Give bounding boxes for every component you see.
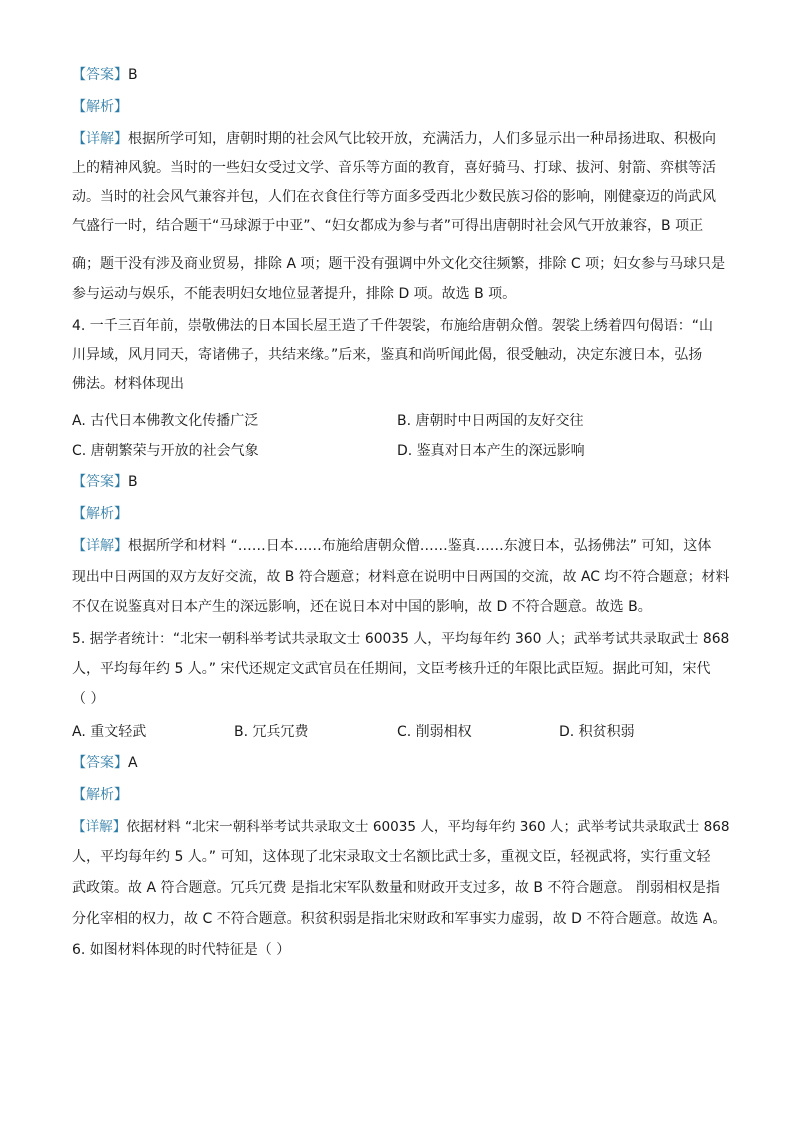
question-4-stem: 川异域，风月同天，寄诸佛子，共结来缘。”后来，鉴真和尚听闻此偈，很受触动，决定东渡日本，弘扬: [72, 347, 703, 363]
detail-line: 上的精神风貌。当时的一些妇女受过文学、音乐等方面的教育，喜好骑马、打球、拔河、射箭、弈棋等活: [72, 160, 716, 176]
q4-option-d: D. 鉴真对日本产生的深远影响: [397, 443, 585, 459]
q5-detail-line: 分化宰相的权力，故 C 不符合题意。积贫积弱是指北宋财政和军事实力虚弱，故 D 不符合题意。故选 A。: [72, 911, 727, 927]
question-6-stem: 6. 如图材料体现的时代特征是（ ）: [72, 942, 291, 958]
detail-line: [72, 130, 716, 148]
detail-tag: 【详解】: [72, 538, 128, 554]
analysis-tag: 【解析】: [72, 506, 128, 522]
answer-value: B: [128, 67, 138, 83]
q4-detail-line: 不仅在说鉴真对日本产生的深远影响，还在说日本对中国的影响，故 D 不符合题意。故选 B。: [72, 599, 652, 615]
q5-detail-line: [72, 818, 730, 836]
detail-line: 气盛行一时，结合题干“马球源于中亚”、“妇女都成为参与者”可得出唐朝时社会风气开放兼容，B 项正: [72, 218, 704, 234]
q4-option-a: A. 古代日本佛教文化传播广泛: [72, 413, 259, 429]
answer-line-1: [72, 66, 138, 84]
question-4-stem: 4. 一千三百年前，崇敬佛法的日本国长屋王造了千件袈裟，布施给唐朝众僧。袈裟上绣着四句偈语：“山: [72, 318, 714, 334]
detail-text: 依据材料 “北宋一朝科举考试共录取文士 60035 人，平均每年约 360 人；武举考试共录取武士 868: [126, 819, 730, 835]
q4-answer-line: [72, 473, 138, 491]
detail-text: 根据所学和材料 “……日本……布施给唐朝众僧……鉴真……东渡日本，弘扬佛法” 可知，这体: [128, 538, 712, 554]
question-5-stem: 人，平均每年约 5 人。” 宋代还规定文武官员在任期间，文臣考核升迁的年限比武臣短。据此可知，宋代: [72, 661, 711, 677]
q5-option-b: B. 冗兵冗费: [234, 724, 309, 740]
answer-tag: 【答案】: [72, 474, 128, 490]
q5-detail-line: 武政策。故 A 符合题意。冗兵冗费 是指北宋军队数量和财政开支过多，故 B 不符合题意。 削弱相权是指: [72, 880, 720, 896]
detail-tag: 【详解】: [72, 131, 128, 147]
detail-line: 动。当时的社会风气兼容并包，人们在衣食住行等方面多受西北少数民族习俗的影响，刚健豪迈的尚武风: [72, 189, 716, 205]
q5-answer-line: [72, 754, 138, 772]
question-5-stem: （ ）: [72, 691, 105, 707]
analysis-line-1: [72, 98, 128, 116]
question-4-stem: 佛法。材料体现出: [72, 376, 184, 392]
q4-analysis-line: [72, 505, 128, 523]
detail-tag: 【详解】: [72, 819, 127, 835]
q4-detail-line: 现出中日两国的双方友好交流，故 B 符合题意；材料意在说明中日两国的交流，故 AC 均不符合题意；材料: [72, 569, 730, 585]
q5-option-a: A. 重文轻武: [72, 724, 147, 740]
detail-line: 参与运动与娱乐，不能表明妇女地位显著提升，排除 D 项。故选 B 项。: [72, 286, 517, 302]
q4-option-c: C. 唐朝繁荣与开放的社会气象: [72, 443, 259, 459]
answer-tag: 【答案】: [72, 67, 128, 83]
q4-option-b: B. 唐朝时中日两国的友好交往: [397, 413, 584, 429]
q5-option-d: D. 积贫积弱: [559, 724, 635, 740]
q4-detail-line: [72, 537, 711, 555]
answer-value: A: [128, 755, 138, 771]
detail-text: 根据所学可知，唐朝时期的社会风气比较开放，充满活力，人们多显示出一种昂扬进取、积极向: [128, 131, 716, 147]
answer-tag: 【答案】: [72, 755, 128, 771]
q5-option-c: C. 削弱相权: [397, 724, 472, 740]
q5-detail-line: 人，平均每年约 5 人。” 可知，这体现了北宋录取文士名额比武士多，重视文臣，轻视武将，实行重文轻: [72, 849, 711, 865]
detail-line: 确；题干没有涉及商业贸易，排除 A 项；题干没有强调中外文化交往频繁，排除 C 项；妇女参与马球只是: [72, 256, 726, 272]
q5-analysis-line: [72, 786, 128, 804]
analysis-tag: 【解析】: [72, 99, 128, 115]
answer-value: B: [128, 474, 138, 490]
question-5-stem: 5. 据学者统计：“北宋一朝科举考试共录取文士 60035 人，平均每年约 360 人；武举考试共录取武士 868: [72, 631, 730, 647]
analysis-tag: 【解析】: [72, 787, 128, 803]
